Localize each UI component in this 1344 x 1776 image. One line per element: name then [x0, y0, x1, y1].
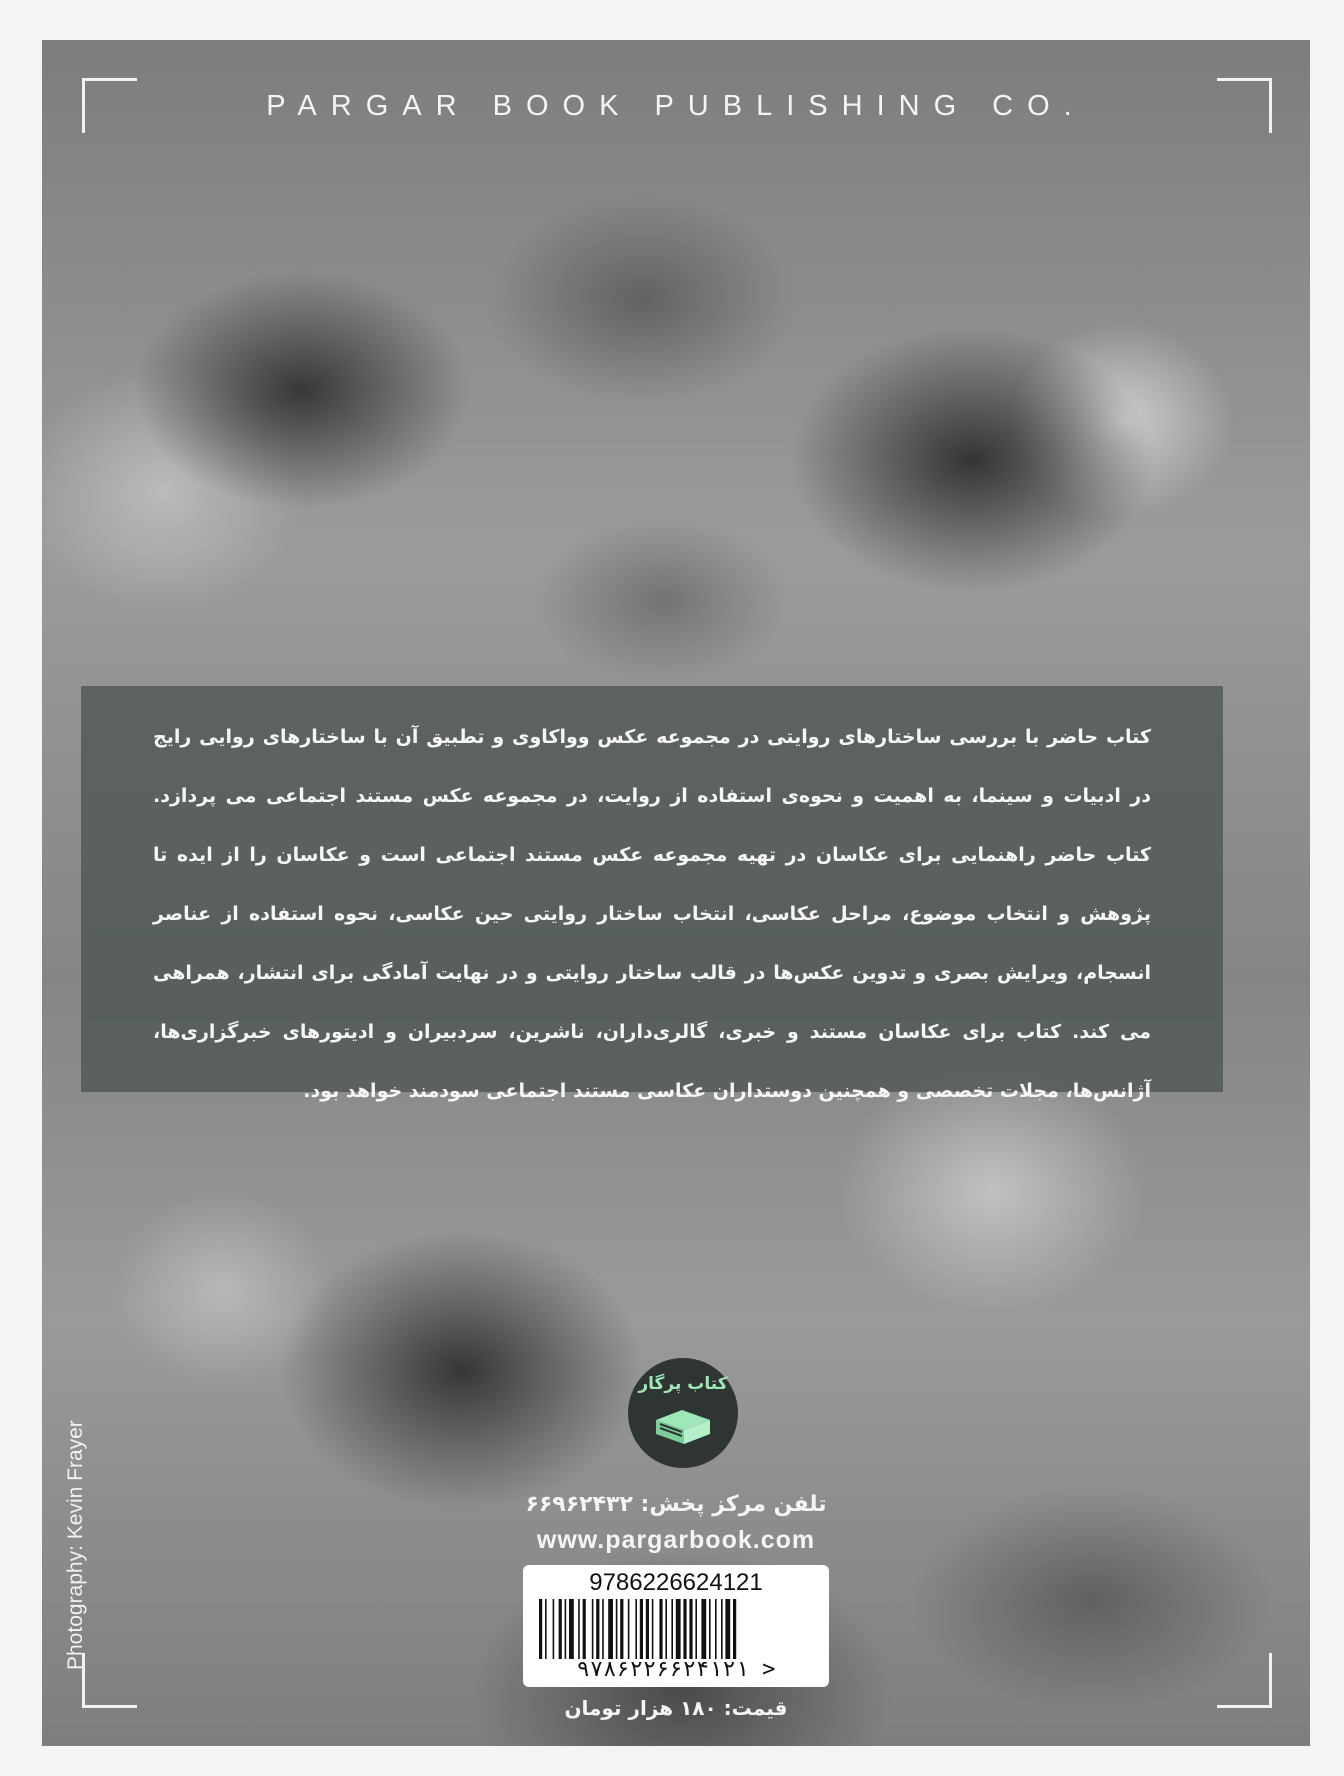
website-url[interactable]: www.pargarbook.com — [536, 1526, 816, 1554]
isbn-number: 9786226624121 — [589, 1569, 763, 1596]
isbn-digits: ۹۷۸۶۲۲۶۶۲۴۱۲۱ > — [576, 1657, 776, 1682]
book-icon — [652, 1406, 714, 1446]
barcode — [523, 1565, 829, 1687]
photo-credit-text: Photography: Kevin Frayer — [64, 1420, 87, 1670]
back-cover — [42, 40, 1310, 1746]
distribution-phone: تلفن مرکز پخش: ۶۶۹۶۲۴۳۲ — [525, 1492, 827, 1517]
barcode-bars — [539, 1599, 813, 1659]
price-label: قیمت: ۱۸۰ هزار تومان — [564, 1696, 788, 1720]
publisher-logo — [628, 1358, 738, 1468]
blurb-panel — [81, 686, 1223, 1102]
logo-title: کتاب پرگار — [638, 1374, 728, 1394]
blurb-text: کتاب حاضر با بررسی ساختارهای روایتی در مجموعه عکس وواکاوی و تطبیق آن با ساختارهای روایی رایج در ادبیات و سینما، به اهمیت و نحوه‌ی استفاده از روایت، در مجموعه عکس مستند اجتماعی می پردازد. کتاب حاضر راهنمایی برای عکاسان در تهیه مجموعه عکس مستند اجتماعی است و عکاسان را از ایده تا پژوهش و انتخاب موضوع، مراحل عکاسی، انتخاب ساختار روایتی حین عکاسی، نحوه استفاده از عناصر انسجام، ویرایش بصری و تدوین عکس‌ها در قالب ساختار روایتی و در نهایت آمادگی برای انتشار، همراهی می کند. کتاب برای عکاسان مستند و خبری، گالری‌داران، ناشرین، سردبیران و ادیتورهای خبرگزاری‌ها، آژانس‌ها، مجلات تخصصی و همچنین دوستداران عکاسی مستند اجتماعی سودمند خواهد بود. — [153, 726, 1151, 1102]
publisher-name: PARGAR BOOK PUBLISHING CO. — [266, 90, 1086, 122]
